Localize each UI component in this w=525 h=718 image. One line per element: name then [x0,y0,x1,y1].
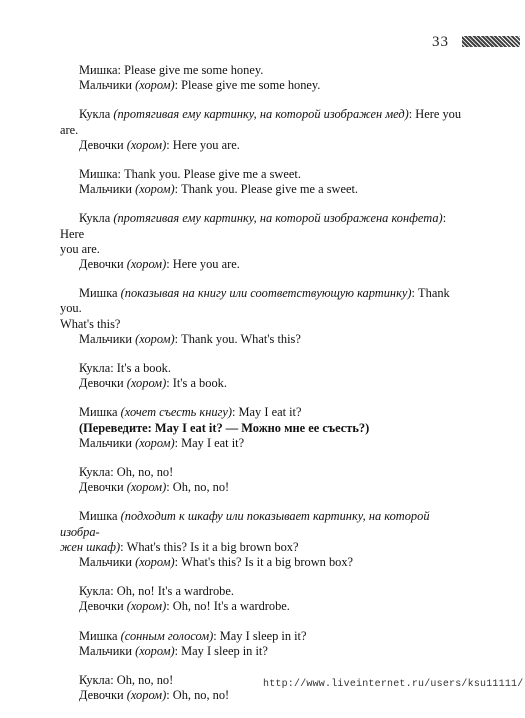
dialogue-segment: : What's this? Is it a big brown box? [120,539,299,554]
dialogue-line [60,361,470,376]
dialogue-line [60,405,470,420]
dialogue-block [60,107,470,153]
dialogue-block [60,465,470,495]
dialogue-segment: What's this? [60,316,121,331]
stage-direction: (протягивая ему картинку, на которой изображена конфета) [113,211,443,226]
dialogue-line [60,182,470,197]
dialogue-segment: : Oh, no! It's a wardrobe. [166,599,290,614]
dialogue-segment: : Here you are. [166,257,240,272]
dialogue-line [60,629,470,644]
stage-direction: (подходит к шкафу или показывает картинку, на которой изобра- [60,509,430,539]
stage-direction: (хором) [126,376,167,391]
dialogue-segment: : Here you are. [60,107,462,137]
dialogue-segment: Мальчики [79,331,136,346]
dialogue-block [60,584,470,614]
dialogue-segment: Кукла: [79,584,117,599]
dialogue-line [60,107,470,137]
dialogue-segment: Please give me some honey. [124,63,264,77]
dialogue-segment: Кукла [79,107,114,122]
dialogue-segment: Девочки [79,599,127,614]
dialogue-line [60,257,470,272]
stage-direction: (хором) [126,688,167,703]
dialogue-line [60,436,470,451]
dialogue-segment: : May I sleep in it? [174,643,268,658]
dialogue-segment: Кукла: [79,465,117,480]
dialogue-line [60,138,470,153]
dialogue-segment: : Please give me some honey. [174,78,321,93]
stage-direction: (хором) [135,555,175,570]
watermark-url: http://www.liveinternet.ru/users/ksu11111/ [263,679,524,690]
stage-direction: (хором) [135,78,175,93]
dialogue-segment: : Here [60,211,447,241]
stage-direction: (хором) [135,643,175,658]
dialogue-segment: Девочки [79,688,127,703]
dialogue-line [60,211,470,241]
dialogue-segment: : Oh, no, no! [166,688,230,703]
dialogue-line [60,376,470,391]
dialogue-block [60,509,470,570]
stage-direction: (хором) [135,435,175,450]
stage-direction: (хором) [126,480,167,495]
stage-direction: (показывая на книгу или соответствующую картинку) [120,286,412,301]
dialogue-segment: : May I eat it? [174,435,245,450]
dialogue-segment: Мальчики [79,555,136,570]
dialogue-segment: Oh, no! It's a wardrobe. [116,584,234,599]
dialogue-block [60,286,470,347]
dialogue-segment: Мальчики [79,182,136,197]
dialogue-line [60,78,470,93]
dialogue-segment: Мальчики [79,78,136,93]
dialogue-segment: Мишка [79,286,121,301]
dialogue-segment: : Thank you. Please give me a sweet. [174,182,359,197]
dialogue-segment: : What's this? Is it a big brown box? [174,555,354,570]
stage-direction: (хором) [126,137,167,152]
dialogue-segment: Мишка: [79,167,125,182]
dialogue-line [60,540,470,555]
dialogue-segment: Мишка [79,628,121,643]
stage-direction: (хором) [126,257,167,272]
dialogue-line [60,465,470,480]
dialogue-text [60,63,470,718]
dialogue-segment: Девочки [79,257,127,272]
dialogue-line [60,421,470,436]
dialogue-segment: Мальчики [79,643,136,658]
dialogue-block [60,211,470,272]
dialogue-segment: Кукла [79,211,114,226]
dialogue-segment: you are. [60,241,100,256]
dialogue-segment: Девочки [79,137,127,152]
dialogue-segment: : May I eat it? [232,405,302,420]
dialogue-segment: Мальчики [79,435,136,450]
stage-direction: (хором) [126,599,167,614]
translation-note: (Переведите: May I eat it? — Можно мне ее съесть?) [79,420,370,435]
dialogue-segment: Девочки [79,376,127,391]
dialogue-segment: Мишка: [79,63,125,77]
dialogue-line [60,599,470,614]
dialogue-segment: Oh, no, no! [116,673,174,688]
dialogue-line [60,317,470,332]
dialogue-block [60,167,470,197]
dialogue-segment: : Thank you. What's this? [174,331,301,346]
dialogue-segment: Thank you. Please give me a sweet. [124,167,301,182]
dialogue-segment: Кукла: [79,361,117,376]
dialogue-segment: Oh, no, no! [116,465,174,480]
dialogue-line [60,242,470,257]
stage-direction: жен шкаф) [60,539,121,554]
dialogue-segment: : Oh, no, no! [166,480,230,495]
stage-direction: (сонным голосом) [120,628,214,643]
stage-direction: (протягивая ему картинку, на которой изображен мед) [113,107,409,122]
dialogue-block [60,629,470,659]
stage-direction: (хочет съесть книгу) [120,405,232,420]
stage-direction: (хором) [135,331,175,346]
dialogue-line [60,584,470,599]
dialogue-segment: : It's a book. [166,376,227,391]
dialogue-segment: : May I sleep in it? [213,628,307,643]
dialogue-block [60,63,470,93]
stage-direction: (хором) [135,182,175,197]
dialogue-line [60,480,470,495]
dialogue-line [60,167,470,182]
dialogue-line [60,688,470,703]
dialogue-line [60,644,470,659]
dialogue-segment: Девочки [79,480,127,495]
dialogue-segment: It's a book. [116,361,171,376]
dialogue-line [60,555,470,570]
dialogue-segment: : Thank you. [60,286,450,316]
page-number: 33 [432,34,449,50]
dialogue-segment: Кукла: [79,673,117,688]
dialogue-block [60,405,470,451]
dialogue-block [60,361,470,391]
dialogue-line [60,332,470,347]
dialogue-line [60,509,470,539]
dialogue-segment: Мишка [79,509,121,524]
dialogue-segment: Мишка [79,405,121,420]
dialogue-line [60,286,470,316]
dialogue-line [60,63,470,78]
page-ornament-icon [462,36,520,47]
dialogue-segment: : Here you are. [166,137,240,152]
